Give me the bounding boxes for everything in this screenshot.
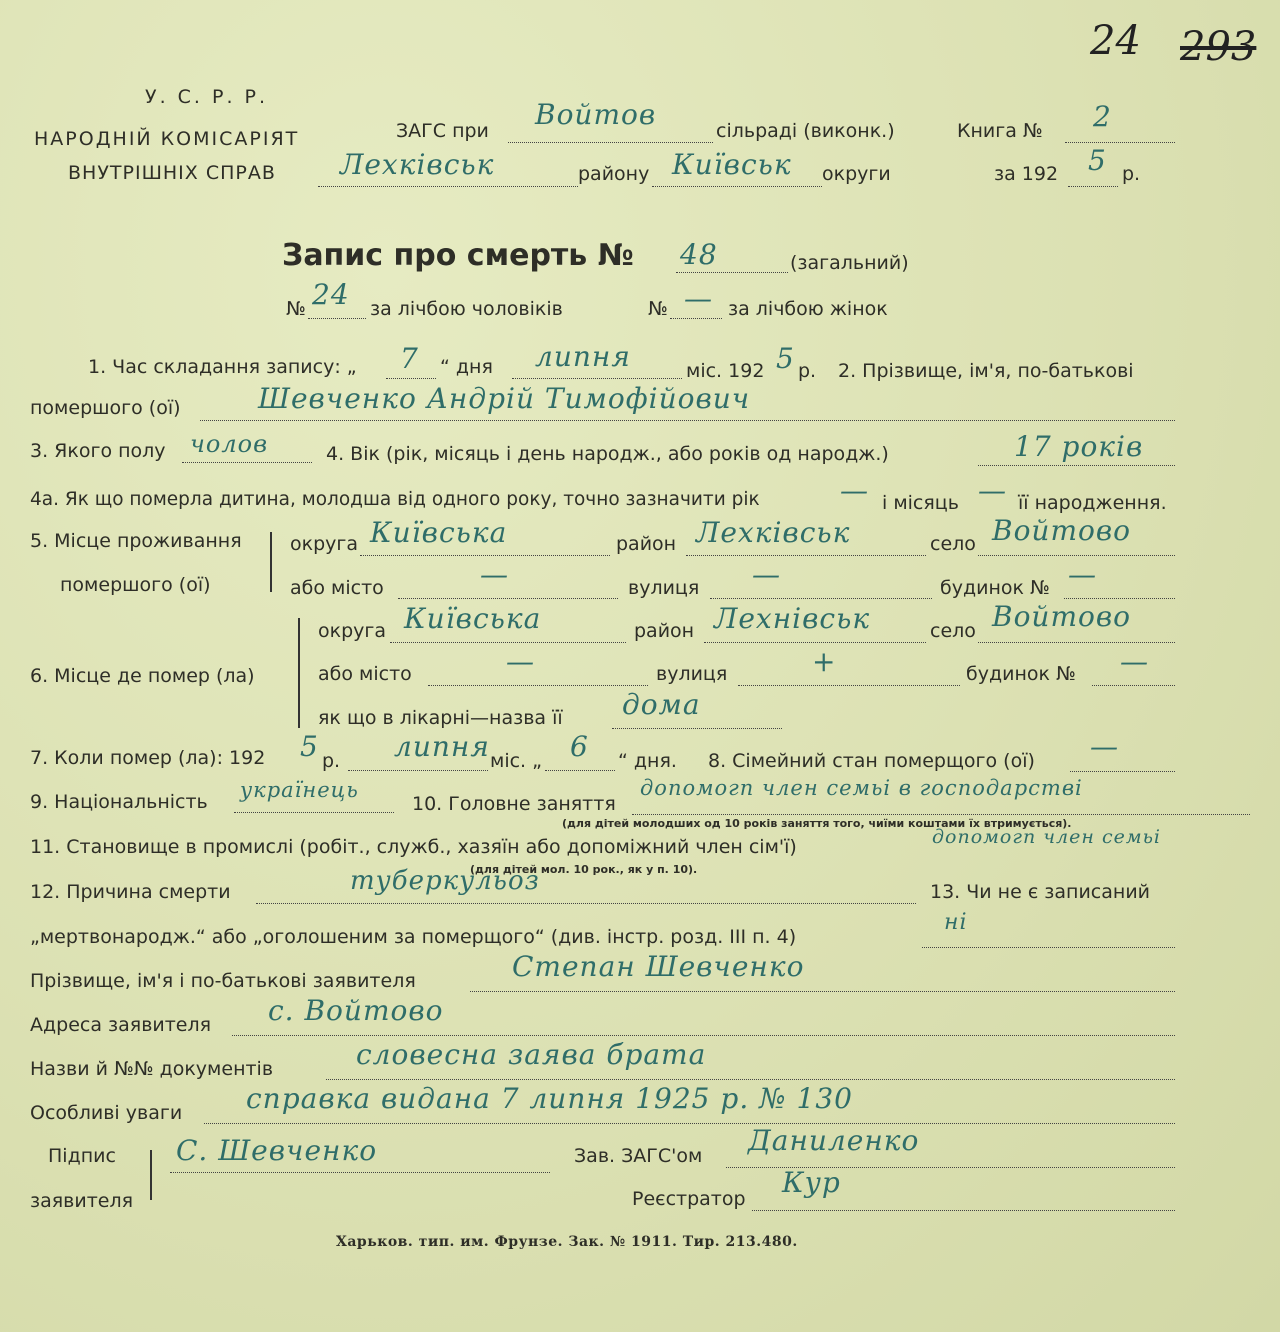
notes-label: Особливі уваги <box>30 1102 183 1124</box>
printer-footer: Харьков. тип. им. Фрунзе. Зак. № 1911. Тир. 213.480. <box>336 1234 798 1250</box>
f6-bud: — <box>1120 645 1149 678</box>
f2-label2: помершого (ої) <box>30 397 181 419</box>
f2-label: 2. Прізвище, ім'я, по-батькові <box>838 360 1134 382</box>
f6-misto-label: або місто <box>318 663 412 685</box>
ministry-line2: ВНУТРІШНІХ СПРАВ <box>68 162 276 184</box>
f5-raion-label: район <box>616 533 677 555</box>
f3-value: чолов <box>190 430 269 458</box>
record-title: Запис про смерть № <box>282 238 634 273</box>
f11-value: допомогп член семьі <box>932 826 1162 848</box>
f4a-mid: і місяць <box>882 492 959 514</box>
f2-value: Шевченко Андрій Тимофійович <box>258 382 751 415</box>
zags-label: ЗАГС при <box>396 120 489 142</box>
book-label: Книга № <box>957 120 1043 142</box>
f4a-label: 4а. Як що померла дитина, молодша від одного року, точно зазначити рік <box>30 489 760 510</box>
male-number: 24 <box>312 278 350 311</box>
year-suffix: р. <box>1122 163 1141 185</box>
docs-value: словесна заява брата <box>356 1038 707 1071</box>
f6-hosp-label: як що в лікарні—назва її <box>318 707 563 729</box>
applicant-name: Степан Шевченко <box>512 950 805 983</box>
f5-selo-label: село <box>930 533 976 555</box>
f7-label: 7. Коли помер (ла): 192 <box>30 747 266 769</box>
notes-value: справка видана 7 липня 1925 р. № 130 <box>246 1082 853 1115</box>
record-number: 48 <box>680 238 718 271</box>
f4-value: 17 років <box>1014 430 1144 463</box>
f5-okruga-label: округа <box>290 533 359 555</box>
f8-value: — <box>1090 730 1119 763</box>
f5-bud-label: будинок № <box>940 577 1050 599</box>
sign-label2: заявителя <box>30 1190 134 1212</box>
f6-selo-label: село <box>930 620 976 642</box>
f13-label2: „мертвонародж.“ або „оголошеним за померщого“ (див. інстр. розд. III п. 4) <box>30 926 797 948</box>
f7-day: 6 <box>570 730 589 763</box>
f4a-end: її народження. <box>1018 492 1167 514</box>
f5-selo: Войтово <box>992 514 1132 547</box>
f6-raion-label: район <box>634 620 695 642</box>
f7-year: 5 <box>300 730 319 763</box>
f6-selo: Войтово <box>992 600 1132 633</box>
f10-label: 10. Головне заняття <box>412 793 616 815</box>
okruga-label: округи <box>822 163 891 185</box>
f4a-year: — <box>840 474 869 507</box>
applicant-addr-label: Адреса заявителя <box>30 1014 212 1036</box>
f13-label: 13. Чи не є записаний <box>930 881 1151 903</box>
archive-number: 24 <box>1090 18 1141 64</box>
f5-okruga: Київська <box>370 516 508 549</box>
registrar-label: Реєстратор <box>632 1188 746 1210</box>
zags-head-label: Зав. ЗАГС'ом <box>574 1145 703 1167</box>
f5-bud: — <box>1068 558 1097 591</box>
f7-mis: міс. „ <box>490 750 542 772</box>
f6-okruga: Київська <box>404 602 542 635</box>
female-prefix: № <box>648 298 668 320</box>
f12-value: туберкульоз <box>350 866 540 896</box>
sign-value: С. Шевченко <box>176 1134 378 1167</box>
republic-label: У. С. Р. Р. <box>145 86 269 108</box>
f6-hosp: дома <box>622 688 701 721</box>
f6-vul-label: вулиця <box>656 663 728 685</box>
female-label: за лічбою жінок <box>728 298 888 320</box>
f5-label1: 5. Місце проживання <box>30 530 242 552</box>
zags-head-value: Даниленко <box>748 1124 920 1157</box>
f10-note: (для дітей молодших од 10 років заняття того, чиїми коштами їх втримується). <box>562 817 1072 830</box>
f1-mis: міс. 192 <box>686 360 765 382</box>
general-label: (загальний) <box>790 252 909 274</box>
f4a-month: — <box>978 474 1007 507</box>
f7-day-suffix: “ дня. <box>618 750 677 772</box>
f7-month: липня <box>394 730 490 763</box>
applicant-name-label: Прізвище, ім'я і по-батькові заявителя <box>30 970 416 992</box>
f1-r: р. <box>798 360 817 382</box>
f7-r: р. <box>322 750 341 772</box>
f6-misto: — <box>506 645 535 678</box>
f5-label2: помершого (ої) <box>60 574 211 596</box>
f1-label: 1. Час складання запису: „ <box>88 356 357 378</box>
f5-vul: — <box>752 558 781 591</box>
f1-year: 5 <box>776 342 795 375</box>
male-label: за лічбою чоловіків <box>370 298 563 320</box>
docs-label: Назви й №№ документів <box>30 1058 274 1080</box>
f3-label: 3. Якого полу <box>30 440 166 462</box>
f5-raion: Лехківськ <box>696 516 851 549</box>
f6-vul: + <box>812 645 837 678</box>
district-name: Лехківськ <box>340 148 495 181</box>
okruga-name: Київськ <box>672 148 792 181</box>
f9-label: 9. Національність <box>30 791 208 813</box>
f5-misto: — <box>480 558 509 591</box>
female-number: — <box>684 282 713 315</box>
f6-okruga-label: округа <box>318 620 387 642</box>
ministry-line1: НАРОДНІЙ КОМІСАРІЯТ <box>34 128 300 150</box>
registrar-value: Кур <box>782 1166 841 1199</box>
f11-label: 11. Становище в промислі (робіт., служб., хазяїн або допоміжний член сім'ї) <box>30 836 797 858</box>
f10-value: допомогп член семьі в господарстві <box>640 776 1083 800</box>
f4-label: 4. Вік (рік, місяць і день народж., або років од народж.) <box>326 443 889 465</box>
f6-raion: Лехнівськ <box>714 602 871 635</box>
f9-value: українець <box>240 778 359 802</box>
f6-bud-label: будинок № <box>966 663 1076 685</box>
male-prefix: № <box>286 298 306 320</box>
book-number: 2 <box>1093 100 1112 133</box>
f1-month: липня <box>535 340 631 373</box>
district-label: району <box>578 163 650 185</box>
f13-value: ні <box>944 910 968 935</box>
year-digit: 5 <box>1088 144 1107 177</box>
year-label: за 192 <box>994 163 1059 185</box>
f5-vul-label: вулиця <box>628 577 700 599</box>
f1-day: 7 <box>400 342 419 375</box>
f1-day-suffix: “ дня <box>440 356 493 378</box>
f12-label: 12. Причина смерти <box>30 881 231 903</box>
f11-note: (для дітей мол. 10 рок., як у п. 10). <box>470 863 698 876</box>
council-suffix: сільраді (виконк.) <box>716 120 895 142</box>
archive-number-struck: 293 <box>1180 24 1257 70</box>
f6-label: 6. Місце де помер (ла) <box>30 665 255 687</box>
f5-misto-label: або місто <box>290 577 384 599</box>
applicant-addr: с. Войтово <box>268 994 444 1027</box>
sign-label1: Підпис <box>48 1145 116 1167</box>
f8-label: 8. Сімейний стан померщого (ої) <box>708 750 1035 772</box>
village-council-value: Войтов <box>535 98 657 131</box>
